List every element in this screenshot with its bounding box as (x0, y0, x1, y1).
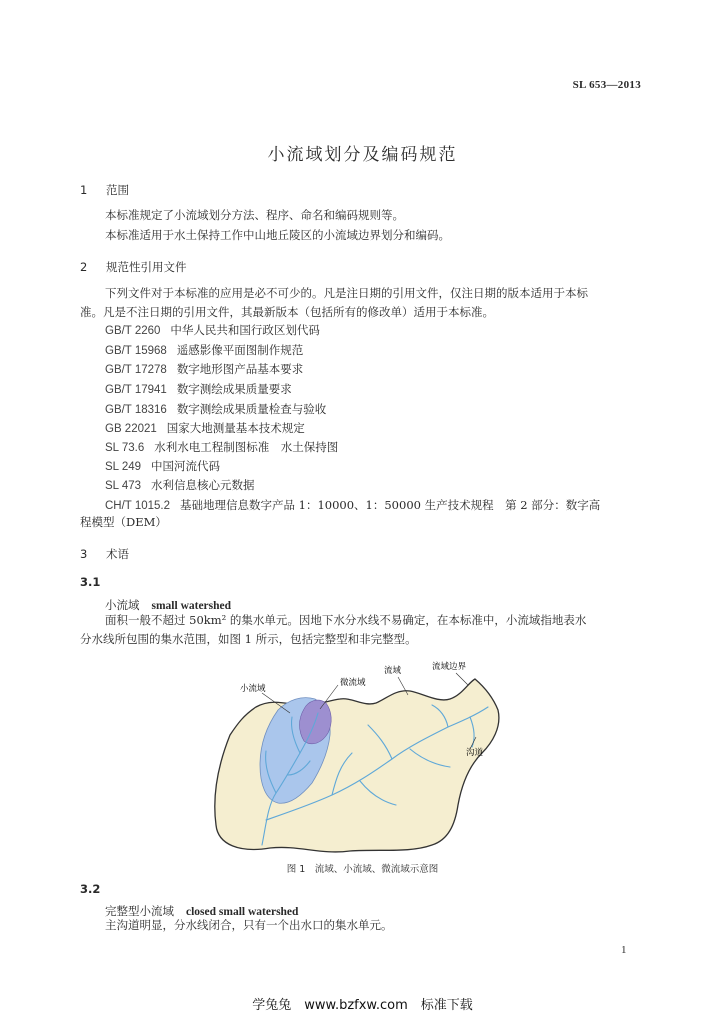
label-channel: 沟道 (466, 748, 484, 758)
term-3-2-def-line-1: 主沟道明显，分水线闭合，只有一个出水口的集水单元。 (105, 918, 393, 932)
label-basin: 流域 (384, 666, 402, 676)
term-3-1-zh: 小流域 (105, 598, 140, 612)
reference-item: SL 473 水利信息核心元数据 (105, 478, 255, 492)
section-1-para-1: 本标准规定了小流域划分方法、程序、命名和编码规则等。 (105, 208, 404, 222)
page-title: 小流域划分及编码规范 (267, 145, 458, 165)
reference-item: SL 249 中国河流代码 (105, 459, 221, 473)
section-2-intro-line-1: 下列文件对于本标准的应用是必不可少的。凡是注日期的引用文件，仅注日期的版本适用于本标 (105, 286, 588, 300)
term-3-1-def-line-1: 面积一般不超过 50km² 的集水单元。因地下水分水线不易确定，在本标准中，小流域指地表水 (105, 613, 587, 627)
term-3-1-number: 3.1 (80, 575, 101, 589)
basin-shape (215, 679, 499, 852)
section-2-heading (80, 259, 187, 275)
term-3-1-en: small watershed (151, 600, 232, 612)
reference-item: GB/T 17278 数字地形图产品基本要求 (105, 362, 304, 376)
page-number: 1 (621, 944, 627, 956)
standard-code: SL 653—2013 (572, 79, 641, 91)
reference-item: GB/T 2260 中华人民共和国行政区划代码 (105, 323, 320, 337)
term-3-1-def-line-2: 分水线所包围的集水范围，如图 1 所示，包括完整型和非完整型。 (80, 632, 417, 646)
section-1-para-2: 本标准适用于水土保持工作中山地丘陵区的小流域边界划分和编码。 (105, 228, 450, 242)
reference-item: GB/T 18316 数字测绘成果质量检查与验收 (105, 402, 327, 416)
section-1-number: 1 (80, 183, 88, 197)
section-2-number: 2 (80, 260, 88, 274)
reference-item: GB/T 15968 遥感影像平面图制作规范 (105, 343, 304, 357)
figure-caption: 图 1 流域、小流域、微流域示意图 (286, 864, 439, 875)
term-3-2-en: closed small watershed (186, 906, 299, 918)
section-2-title: 规范性引用文件 (106, 260, 187, 274)
section-3-heading (80, 546, 129, 562)
label-micro-watershed: 微流域 (340, 678, 366, 688)
reference-item-last-line-1: CH/T 1015.2 基础地理信息数字产品 1：10000、1：50000 生产技术规程 第 2 部分：数字高 (105, 498, 601, 512)
label-small-watershed: 小流域 (240, 684, 266, 694)
section-1-heading (80, 182, 129, 198)
footer-watermark: 学兔兔 www.bzfxw.com 标准下载 (252, 998, 473, 1013)
term-3-2-number: 3.2 (80, 882, 101, 896)
label-basin-boundary: 流域边界 (432, 662, 467, 672)
watershed-diagram (200, 655, 520, 860)
reference-item: SL 73.6 水利水电工程制图标准 水土保持图 (105, 440, 339, 454)
reference-item: GB/T 17941 数字测绘成果质量要求 (105, 382, 292, 396)
reference-item-last-line-2: 程模型（DEM） (80, 515, 167, 529)
section-3-number: 3 (80, 547, 88, 561)
reference-item: GB 22021 国家大地测量基本技术规定 (105, 421, 305, 435)
section-1-title: 范围 (106, 183, 129, 197)
section-3-title: 术语 (106, 547, 129, 561)
section-2-intro-line-2: 准。凡是不注日期的引用文件，其最新版本（包括所有的修改单）适用于本标准。 (80, 305, 494, 319)
term-3-2-zh: 完整型小流域 (105, 904, 174, 918)
